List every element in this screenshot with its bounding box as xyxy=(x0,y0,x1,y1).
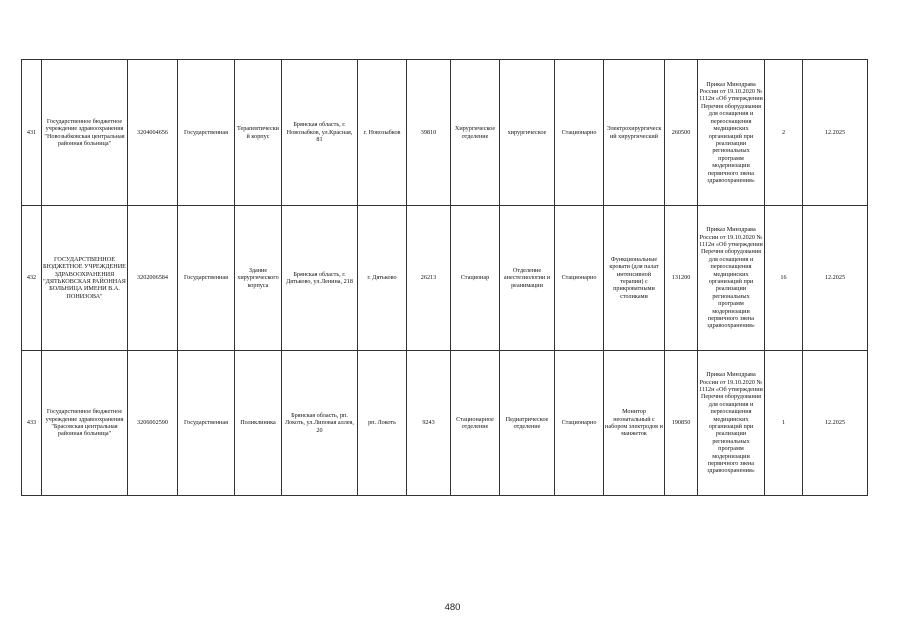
delivery-date: 12.2025 xyxy=(803,60,868,206)
delivery-date: 12.2025 xyxy=(803,351,868,496)
price: 131200 xyxy=(665,206,698,351)
page-number: 480 xyxy=(444,602,461,613)
quantity: 16 xyxy=(765,206,803,351)
quantity: 1 xyxy=(765,351,803,496)
organization-name: Государственное бюджетное учреждение здравоохранения "Новозыбковская центральная районная больница" xyxy=(42,60,128,206)
regulatory-order: Приказ Минздрава России от 19.10.2020 № 1112н «Об утверждении Перечня оборудования для оснащения и переоснащения медицинских организаций при реализации региональных программ модернизации первичного звена здравоохранения» xyxy=(698,60,765,206)
price: 190850 xyxy=(665,351,698,496)
ownership-form: Государственная xyxy=(178,351,235,496)
settlement: рп. Локоть xyxy=(358,351,407,496)
equipment-name: Электрохирургический хирургический xyxy=(604,60,665,206)
profile: Отделение анестезиологии и реанимации xyxy=(500,206,555,351)
care-type: Стационарно xyxy=(555,60,604,206)
inn: 3204004656 xyxy=(128,60,178,206)
equipment-table xyxy=(21,59,868,496)
price: 260500 xyxy=(665,60,698,206)
delivery-date: 12.2025 xyxy=(803,206,868,351)
ownership-form: Государственная xyxy=(178,206,235,351)
population: 9243 xyxy=(407,351,451,496)
organization-name: ГОСУДАРСТВЕННОЕ БЮДЖЕТНОЕ УЧРЕЖДЕНИЕ ЗДРАВООХРАНЕНИЯ "ДЯТЬКОВСКАЯ РАЙОННАЯ БОЛЬНИЦА ИМЕНИ В.А. ПОНИЗОВА" xyxy=(42,206,128,351)
equipment-name: Монитор неонатальный с набором электродов и манжеток xyxy=(604,351,665,496)
building: Поликлиника xyxy=(235,351,282,496)
row-number: 433 xyxy=(22,351,42,496)
population: 39810 xyxy=(407,60,451,206)
population: 26213 xyxy=(407,206,451,351)
department: Стационарное отделение xyxy=(451,351,500,496)
regulatory-order: Приказ Минздрава России от 19.10.2020 № 1112н «Об утверждении Перечня оборудования для оснащения и переоснащения медицинских организаций при реализации региональных программ модернизации первичного звена здравоохранения» xyxy=(698,206,765,351)
inn: 3202006584 xyxy=(128,206,178,351)
inn: 3206002590 xyxy=(128,351,178,496)
building: Терапевтический корпус xyxy=(235,60,282,206)
settlement: г. Дятьково xyxy=(358,206,407,351)
table-row xyxy=(22,351,868,496)
table-row xyxy=(22,206,868,351)
settlement: г. Новозыбков xyxy=(358,60,407,206)
quantity: 2 xyxy=(765,60,803,206)
table-row xyxy=(22,60,868,206)
building: Здание хирургического корпуса xyxy=(235,206,282,351)
care-type: Стационарно xyxy=(555,351,604,496)
department: Хирургическое отделение xyxy=(451,60,500,206)
ownership-form: Государственная xyxy=(178,60,235,206)
profile: Педиатрическое отделение xyxy=(500,351,555,496)
address: Брянская область, г. Новозыбков, ул.Красная, 81 xyxy=(282,60,358,206)
department: Стационар xyxy=(451,206,500,351)
row-number: 432 xyxy=(22,206,42,351)
equipment-name: Функциональные кровати (для палат интенсивной терапии) с прикроватными столиками xyxy=(604,206,665,351)
regulatory-order: Приказ Минздрава России от 19.10.2020 № 1112н «Об утверждении Перечня оборудования для оснащения и переоснащения медицинских организаций при реализации региональных программ модернизации первичного звена здравоохранения» xyxy=(698,351,765,496)
address: Брянская область, г. Дятьково, ул.Ленина, 218 xyxy=(282,206,358,351)
row-number: 431 xyxy=(22,60,42,206)
profile: хирургическое xyxy=(500,60,555,206)
address: Брянская область, рп. Локоть, ул.Липовая аллея, 20 xyxy=(282,351,358,496)
care-type: Стационарно xyxy=(555,206,604,351)
organization-name: Государственное бюджетное учреждение здравоохранения "Брасовская центральная районная больница" xyxy=(42,351,128,496)
